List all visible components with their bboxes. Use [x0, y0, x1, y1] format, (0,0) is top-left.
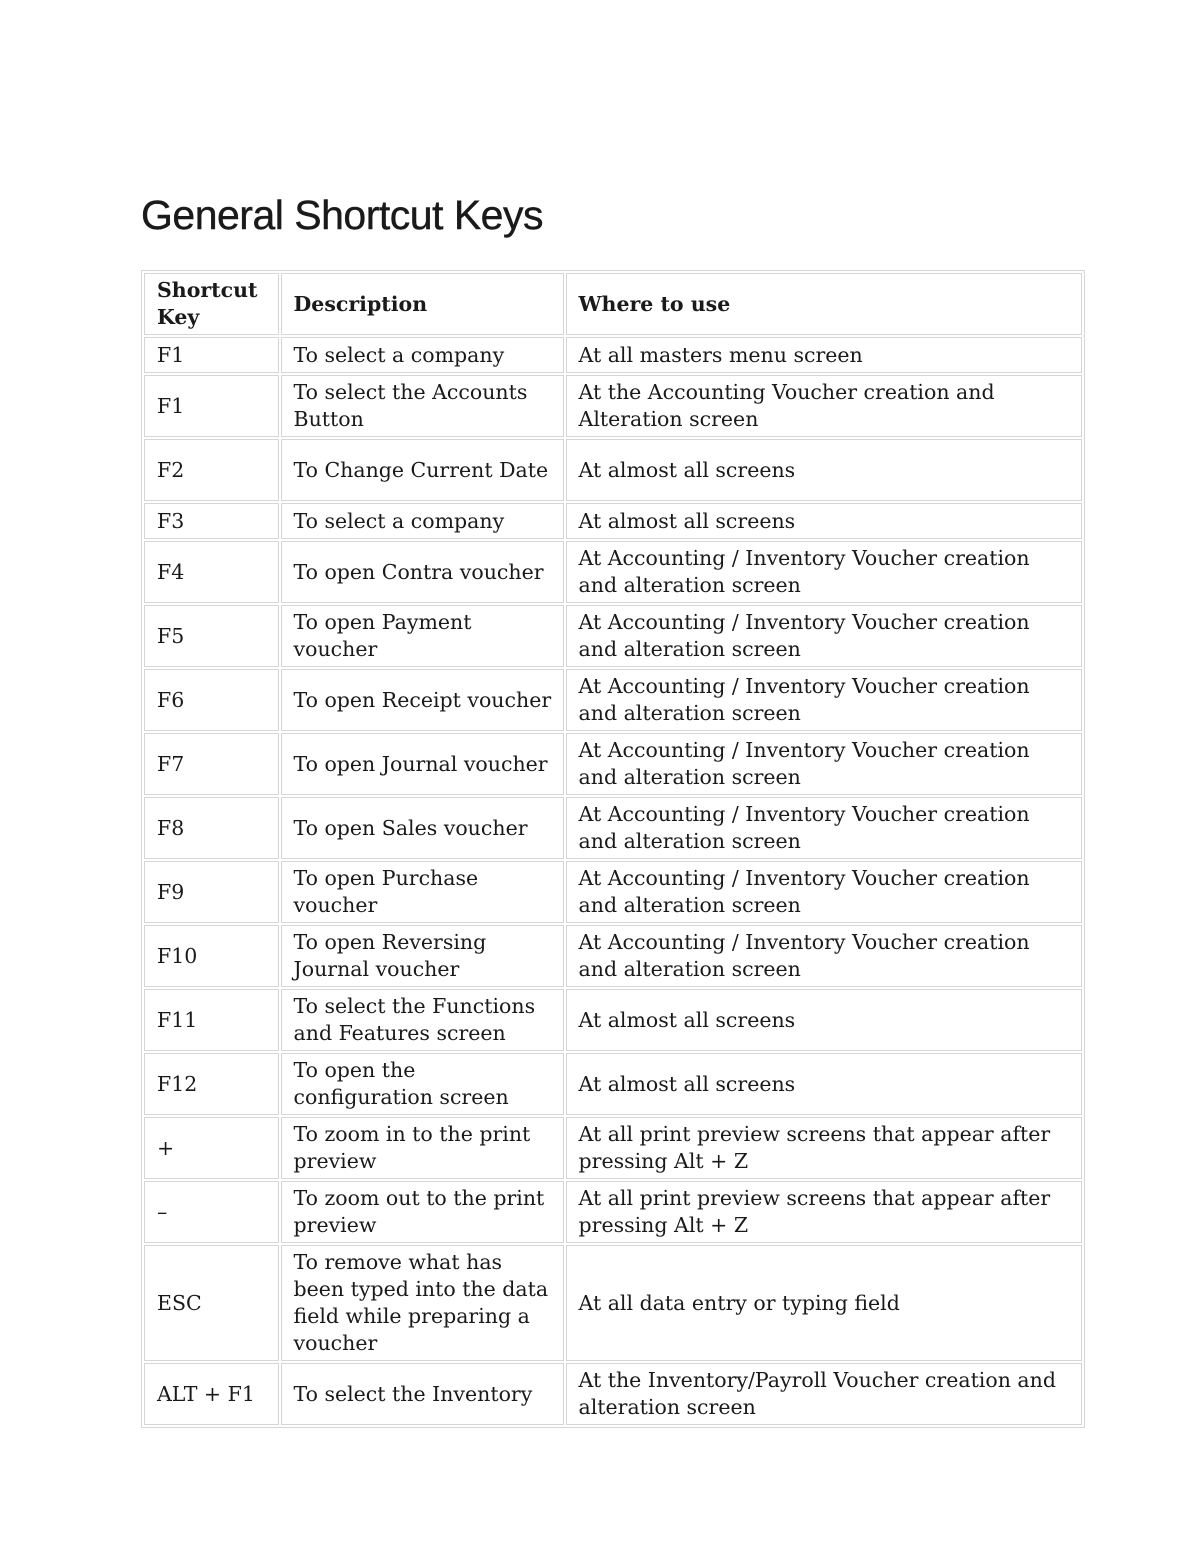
table-row [144, 439, 1082, 501]
where-to-use-cell: At Accounting / Inventory Voucher creation and alteration screen [566, 861, 1082, 923]
description-cell: To select the Functions and Features screen [281, 989, 564, 1051]
description-cell: To open Journal voucher [281, 733, 564, 795]
shortcut-key-cell: F10 [144, 925, 279, 987]
where-to-use-cell: At the Accounting Voucher creation and Alteration screen [566, 375, 1082, 437]
shortcut-key-cell: ESC [144, 1245, 279, 1361]
where-to-use-cell: At almost all screens [566, 989, 1082, 1051]
shortcut-key-cell: F4 [144, 541, 279, 603]
shortcut-key-cell: – [144, 1181, 279, 1243]
description-cell: To open Purchase voucher [281, 861, 564, 923]
shortcut-key-cell: F9 [144, 861, 279, 923]
table-row [144, 1363, 1082, 1425]
where-to-use-cell: At all masters menu screen [566, 337, 1082, 373]
where-to-use-cell: At almost all screens [566, 503, 1082, 539]
description-cell: To open Receipt voucher [281, 669, 564, 731]
shortcut-key-cell: F1 [144, 375, 279, 437]
table-row [144, 797, 1082, 859]
table-row [144, 1117, 1082, 1179]
table-row [144, 1053, 1082, 1115]
where-to-use-cell: At all data entry or typing field [566, 1245, 1082, 1361]
description-cell: To open Contra voucher [281, 541, 564, 603]
description-cell: To select the Accounts Button [281, 375, 564, 437]
shortcut-key-cell: ALT + F1 [144, 1363, 279, 1425]
where-to-use-cell: At Accounting / Inventory Voucher creation and alteration screen [566, 925, 1082, 987]
shortcut-key-cell: F6 [144, 669, 279, 731]
where-to-use-cell: At all print preview screens that appear after pressing Alt + Z [566, 1181, 1082, 1243]
where-to-use-cell: At Accounting / Inventory Voucher creation and alteration screen [566, 669, 1082, 731]
shortcut-key-cell: F8 [144, 797, 279, 859]
where-to-use-cell: At almost all screens [566, 439, 1082, 501]
description-cell: To open Sales voucher [281, 797, 564, 859]
table-row [144, 1181, 1082, 1243]
table-row [144, 541, 1082, 603]
description-cell: To zoom out to the print preview [281, 1181, 564, 1243]
where-to-use-cell: At almost all screens [566, 1053, 1082, 1115]
table-row [144, 733, 1082, 795]
table-row [144, 861, 1082, 923]
header-shortcut-key: Shortcut Key [144, 273, 279, 335]
description-cell: To open Payment voucher [281, 605, 564, 667]
where-to-use-cell: At the Inventory/Payroll Voucher creation and alteration screen [566, 1363, 1082, 1425]
description-cell: To Change Current Date [281, 439, 564, 501]
shortcut-keys-table [141, 270, 1085, 1428]
where-to-use-cell: At Accounting / Inventory Voucher creation and alteration screen [566, 541, 1082, 603]
shortcut-key-cell: F5 [144, 605, 279, 667]
table-row [144, 669, 1082, 731]
where-to-use-cell: At Accounting / Inventory Voucher creation and alteration screen [566, 797, 1082, 859]
description-cell: To open Reversing Journal voucher [281, 925, 564, 987]
description-cell: To select a company [281, 337, 564, 373]
description-cell: To remove what has been typed into the data field while preparing a voucher [281, 1245, 564, 1361]
table-header-row [144, 273, 1082, 335]
header-description: Description [281, 273, 564, 335]
shortcut-key-cell: F12 [144, 1053, 279, 1115]
description-cell: To select a company [281, 503, 564, 539]
shortcut-key-cell: F11 [144, 989, 279, 1051]
shortcut-key-cell: F3 [144, 503, 279, 539]
table-row [144, 925, 1082, 987]
description-cell: To open the configuration screen [281, 1053, 564, 1115]
shortcut-key-cell: + [144, 1117, 279, 1179]
where-to-use-cell: At Accounting / Inventory Voucher creation and alteration screen [566, 733, 1082, 795]
where-to-use-cell: At all print preview screens that appear after pressing Alt + Z [566, 1117, 1082, 1179]
table-row [144, 1245, 1082, 1361]
table-row [144, 503, 1082, 539]
table-row [144, 375, 1082, 437]
header-where-to-use: Where to use [566, 273, 1082, 335]
description-cell: To zoom in to the print preview [281, 1117, 564, 1179]
page-title: General Shortcut Keys [141, 192, 543, 238]
shortcut-key-cell: F7 [144, 733, 279, 795]
table-row [144, 337, 1082, 373]
shortcut-key-cell: F1 [144, 337, 279, 373]
shortcut-key-cell: F2 [144, 439, 279, 501]
where-to-use-cell: At Accounting / Inventory Voucher creation and alteration screen [566, 605, 1082, 667]
table-row [144, 989, 1082, 1051]
description-cell: To select the Inventory [281, 1363, 564, 1425]
table-row [144, 605, 1082, 667]
